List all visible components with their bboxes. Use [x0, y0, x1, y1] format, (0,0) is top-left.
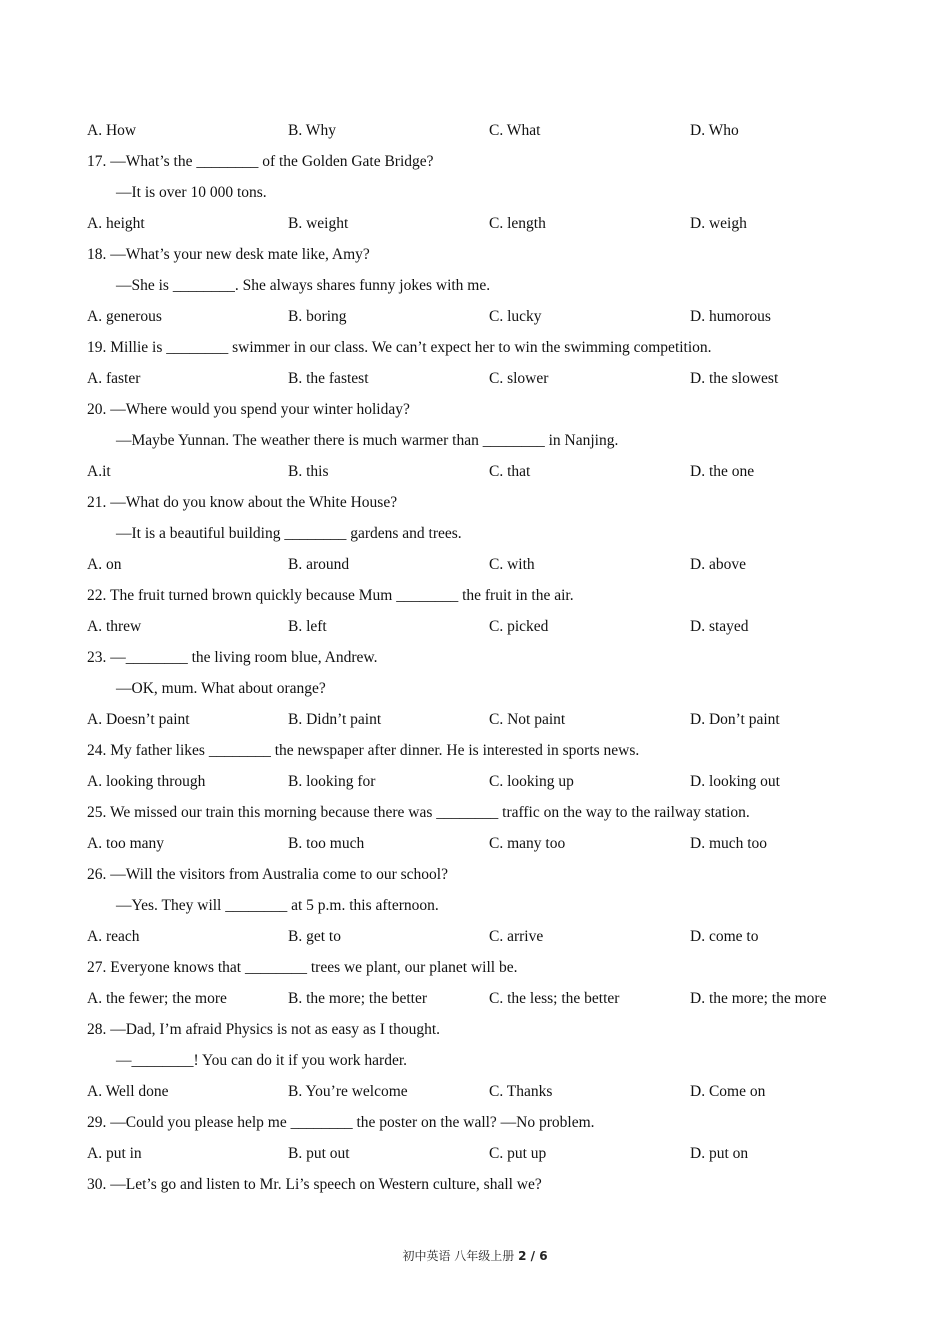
- q18-option-d: D. humorous: [690, 308, 771, 325]
- q22-option-c: C. picked: [489, 618, 549, 635]
- q26-stem: 26. —Will the visitors from Australia come to our school?: [87, 866, 448, 883]
- q28-option-c: C. Thanks: [489, 1083, 553, 1100]
- q25-option-d: D. much too: [690, 835, 768, 852]
- q18-option-a: A. generous: [87, 308, 162, 325]
- q26-option-d: D. come to: [690, 928, 759, 945]
- q28-option-d: D. Come on: [690, 1083, 766, 1100]
- q27-option-d: D. the more; the more: [690, 990, 827, 1007]
- q28-stem: 28. —Dad, I’m afraid Physics is not as easy as I thought.: [87, 1021, 440, 1038]
- q23-option-d: D. Don’t paint: [690, 711, 780, 728]
- q16-option-c: C. What: [489, 122, 541, 139]
- q16-option-d: D. Who: [690, 122, 739, 139]
- q25-option-c: C. many too: [489, 835, 566, 852]
- q17-option-a: A. height: [87, 215, 145, 232]
- q27-option-c: C. the less; the better: [489, 990, 620, 1007]
- q26-option-b: B. get to: [288, 928, 341, 945]
- q25-option-b: B. too much: [288, 835, 365, 852]
- q26-response: —Yes. They will ________ at 5 p.m. this afternoon.: [116, 897, 439, 914]
- q23-option-c: C. Not paint: [489, 711, 566, 728]
- q22-stem: 22. The fruit turned brown quickly because Mum ________ the fruit in the air.: [87, 587, 574, 604]
- q25-stem: 25. We missed our train this morning because there was ________ traffic on the way to the railway station.: [87, 804, 750, 821]
- q20-option-b: B. this: [288, 463, 329, 480]
- q24-option-c: C. looking up: [489, 773, 574, 790]
- q17-option-c: C. length: [489, 215, 546, 232]
- q22-option-a: A. threw: [87, 618, 142, 635]
- q23-option-b: B. Didn’t paint: [288, 711, 382, 728]
- q29-option-d: D. put on: [690, 1145, 749, 1162]
- q19-option-b: B. the fastest: [288, 370, 369, 387]
- q30-stem: 30. —Let’s go and listen to Mr. Li’s speech on Western culture, shall we?: [87, 1176, 542, 1193]
- q26-option-a: A. reach: [87, 928, 140, 945]
- q20-option-d: D. the one: [690, 463, 755, 480]
- q19-option-d: D. the slowest: [690, 370, 779, 387]
- q28-response: —________! You can do it if you work harder.: [116, 1052, 408, 1069]
- q28-option-a: A. Well done: [87, 1083, 169, 1100]
- q17-stem: 17. —What’s the ________ of the Golden Gate Bridge?: [87, 153, 434, 170]
- q20-response: —Maybe Yunnan. The weather there is much warmer than ________ in Nanjing.: [116, 432, 619, 449]
- page-number: 2 / 6: [518, 1249, 548, 1263]
- q22-option-b: B. left: [288, 618, 327, 635]
- q21-option-d: D. above: [690, 556, 746, 573]
- q28-option-b: B. You’re welcome: [288, 1083, 408, 1100]
- q19-option-a: A. faster: [87, 370, 141, 387]
- q20-stem: 20. —Where would you spend your winter holiday?: [87, 401, 410, 418]
- q20-option-a: A.it: [87, 463, 111, 480]
- q29-option-a: A. put in: [87, 1145, 142, 1162]
- q27-option-b: B. the more; the better: [288, 990, 428, 1007]
- q18-response: —She is ________. She always shares funny jokes with me.: [116, 277, 491, 294]
- q23-option-a: A. Doesn’t paint: [87, 711, 190, 728]
- q29-option-c: C. put up: [489, 1145, 547, 1162]
- q21-stem: 21. —What do you know about the White House?: [87, 494, 398, 511]
- q19-stem: 19. Millie is ________ swimmer in our class. We can’t expect her to win the swimming competition.: [87, 339, 712, 356]
- q20-option-c: C. that: [489, 463, 531, 480]
- q18-option-b: B. boring: [288, 308, 347, 325]
- q16-option-a: A. How: [87, 122, 137, 139]
- q16-option-b: B. Why: [288, 122, 336, 139]
- q17-option-b: B. weight: [288, 215, 349, 232]
- q23-response: —OK, mum. What about orange?: [116, 680, 326, 697]
- q29-stem: 29. —Could you please help me ________ the poster on the wall? —No problem.: [87, 1114, 595, 1131]
- q18-stem: 18. —What’s your new desk mate like, Amy?: [87, 246, 370, 263]
- q24-option-d: D. looking out: [690, 773, 780, 790]
- q24-option-a: A. looking through: [87, 773, 206, 790]
- q19-option-c: C. slower: [489, 370, 549, 387]
- page-footer: [0, 1247, 950, 1264]
- q24-option-b: B. looking for: [288, 773, 376, 790]
- q21-option-c: C. with: [489, 556, 535, 573]
- q21-option-b: B. around: [288, 556, 350, 573]
- footer-label: 初中英语 八年级上册: [402, 1249, 515, 1263]
- q17-response: —It is over 10 000 tons.: [116, 184, 267, 201]
- q18-option-c: C. lucky: [489, 308, 542, 325]
- q25-option-a: A. too many: [87, 835, 165, 852]
- q22-option-d: D. stayed: [690, 618, 749, 635]
- q21-response: —It is a beautiful building ________ gardens and trees.: [116, 525, 462, 542]
- q27-stem: 27. Everyone knows that ________ trees we plant, our planet will be.: [87, 959, 518, 976]
- q26-option-c: C. arrive: [489, 928, 544, 945]
- q23-stem: 23. —________ the living room blue, Andrew.: [87, 649, 378, 666]
- q21-option-a: A. on: [87, 556, 122, 573]
- q17-option-d: D. weigh: [690, 215, 747, 232]
- q27-option-a: A. the fewer; the more: [87, 990, 227, 1007]
- q24-stem: 24. My father likes ________ the newspaper after dinner. He is interested in sports news.: [87, 742, 640, 759]
- q29-option-b: B. put out: [288, 1145, 350, 1162]
